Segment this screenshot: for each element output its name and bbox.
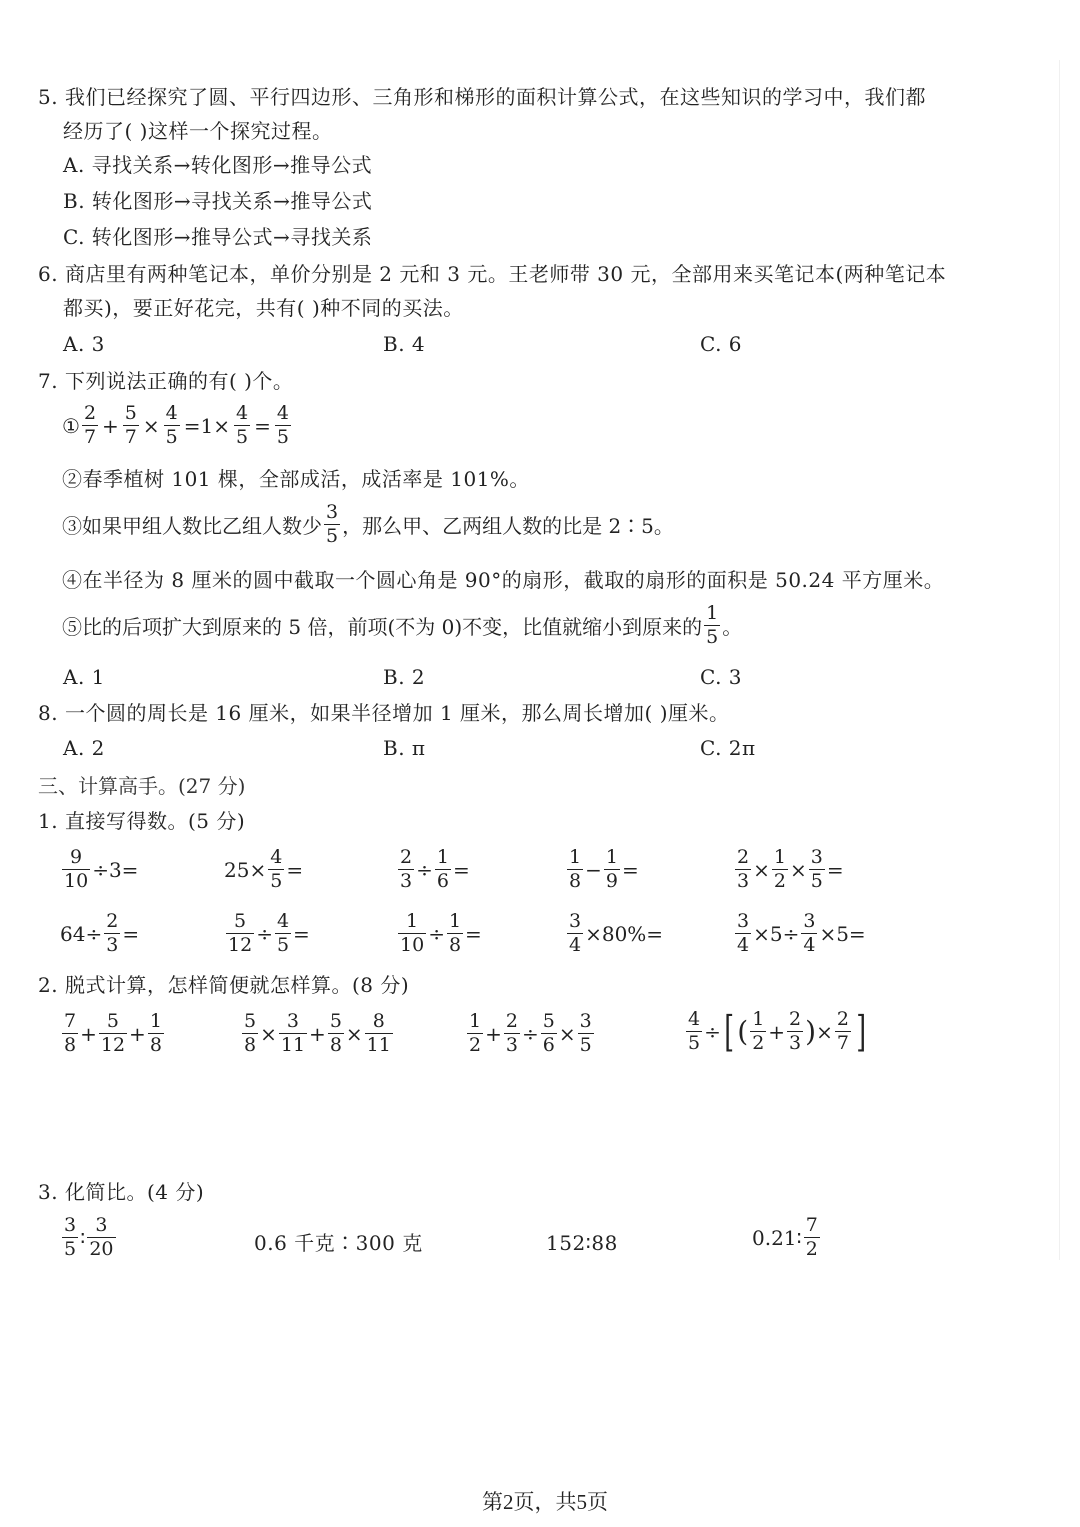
- q6-line2: 都买)，要正好花完，共有( )种不同的买法。: [63, 296, 464, 320]
- fraction: $\frac{4}{5}$: [276, 402, 289, 448]
- statement-3-text-before: ③如果甲组人数比乙组人数少: [62, 514, 322, 538]
- fraction: $\frac{9}{10}$: [64, 846, 89, 892]
- q7-statement-5: [62, 604, 742, 647]
- q7-option-a: A. 1: [63, 665, 105, 689]
- q5-line1: 5. 我们已经探究了圆、平行四边形、三角形和梯形的面积计算公式，在这些知识的学习中，我们都: [38, 85, 926, 109]
- fraction: $\frac{2}{7}$: [836, 1008, 849, 1054]
- q6-option-b: B. 4: [383, 332, 426, 356]
- fraction: $\frac{1}{2}$: [773, 846, 786, 892]
- ratio-simplify-1: 3 5 ∶ 3 20: [64, 1214, 114, 1260]
- q6-option-c: C. 6: [700, 332, 743, 356]
- ratio-simplify-2: 0.6 千克∶300 克: [254, 1231, 423, 1255]
- fraction: $\frac{4}{5}$: [236, 402, 249, 448]
- direct-calc-6: 64÷ $\frac{2}{3}$ =: [60, 910, 140, 956]
- fraction: $\frac{4}{5}$: [688, 1008, 701, 1054]
- fraction: $\frac{1}{8}$: [149, 1010, 162, 1056]
- q7-statement-3: [62, 503, 674, 546]
- fraction: $\frac{1}{10}$: [400, 910, 425, 956]
- q8-option-c: C. 2π: [700, 736, 756, 760]
- fraction: $\frac{2}{3}$: [400, 846, 413, 892]
- fraction: $\frac{8}{11}$: [366, 1010, 391, 1056]
- fraction: $\frac{5}{8}$: [329, 1010, 342, 1056]
- q7-line1: 7. 下列说法正确的有( )个。: [38, 369, 294, 393]
- q5-line2: 经历了( )这样一个探究过程。: [63, 119, 333, 143]
- fraction: $\frac{4}{5}$: [165, 402, 178, 448]
- fraction: $\frac{1}{6}$: [436, 846, 449, 892]
- stepwise-calc-1: 7 8 + $\frac{5}{12}$ + $\frac{1}{8}$: [64, 1010, 162, 1056]
- q7-statement-2: ②春季植树 101 棵，全部成活，成活率是 101%。: [62, 467, 530, 491]
- page-number: 第2页，共5页: [482, 1490, 608, 1514]
- part-3-title: 3. 化简比。(4 分): [38, 1180, 205, 1204]
- fraction: 3 5: [326, 501, 339, 547]
- fraction: $\frac{5}{12}$: [228, 910, 253, 956]
- q7-option-c: C. 3: [700, 665, 743, 689]
- fraction: $\frac{2}{3}$: [789, 1008, 802, 1054]
- direct-calc-7: $\frac{5}{12}$ ÷ $\frac{4}{5}$ =: [228, 910, 310, 956]
- fraction: $\frac{3}{5}$: [579, 1010, 592, 1056]
- q8-line1: 8. 一个圆的周长是 16 厘米，如果半径增加 1 厘米，那么周长增加( )厘米。: [38, 701, 730, 725]
- statement-1-marker: ①: [62, 413, 80, 438]
- fraction: $\frac{2}{3}$: [106, 910, 119, 956]
- section-3-title: 三、计算高手。(27 分): [38, 774, 246, 798]
- part-1-title: 1. 直接写得数。(5 分): [38, 809, 246, 833]
- fraction: $\frac{2}{3}$: [737, 846, 750, 892]
- statement-5-text-after: 。: [722, 615, 743, 639]
- fraction: $\frac{5}{8}$: [244, 1010, 257, 1056]
- statement-5-text-before: ⑤比的后项扩大到原来的 5 倍，前项(不为 0)不变，比值就缩小到原来的: [62, 615, 703, 639]
- ratio-simplify-3: 152∶88: [546, 1231, 618, 1255]
- stepwise-calc-3: 1 2 + $\frac{2}{3}$ ÷ $\frac{5}{6}$ × $\frac{3}{5}$: [469, 1010, 592, 1056]
- q8-option-a: A. 2: [63, 736, 105, 760]
- stepwise-calc-2: $\frac{5}{8}$ × $\frac{3}{11}$ + $\frac{5}{8}$ × $\frac{8}{11}$: [244, 1010, 391, 1056]
- q6-option-a: A. 3: [63, 332, 105, 356]
- ratio-4-left: 0.21∶: [752, 1225, 802, 1250]
- fraction: $\frac{5}{7}$: [124, 402, 137, 448]
- fraction: 7 2: [805, 1214, 818, 1260]
- q6-line1: 6. 商店里有两种笔记本，单价分别是 2 元和 3 元。王老师带 30 元，全部用来买笔记本(两种笔记本: [38, 262, 947, 286]
- fraction: $\frac{3}{4}$: [569, 910, 582, 956]
- fraction: 1 8: [569, 846, 582, 892]
- q7-statement-4: ④在半径为 8 厘米的圆中截取一个圆心角是 90°的扇形，截取的扇形的面积是 50.24 平方厘米。: [62, 568, 945, 592]
- direct-calc-2: 25× $\frac{4}{5}$ =: [224, 846, 304, 892]
- q7-statement-1: ① 2 7 + $\frac{5}{7}$ × $\frac{4}{5}$ =1× $\frac{4}{5}$ = $\frac{4}{5}$: [62, 402, 289, 448]
- fraction: 1 5: [706, 602, 719, 648]
- q5-option-a: A. 寻找关系→转化图形→推导公式: [63, 153, 373, 177]
- direct-calc-8: $\frac{1}{10}$ ÷ $\frac{1}{8}$ =: [400, 910, 482, 956]
- fraction: 1 2: [469, 1010, 482, 1056]
- direct-calc-1: $\frac{9}{10}$ ÷3=: [64, 846, 139, 892]
- q7-option-b: B. 2: [383, 665, 426, 689]
- fraction: 3 20: [89, 1214, 114, 1260]
- fraction: $\frac{3}{4}$: [737, 910, 750, 956]
- q8-option-b: B. π: [383, 736, 426, 760]
- fraction: $\frac{4}{5}$: [270, 846, 283, 892]
- direct-calc-4: 1 8 − $\frac{1}{9}$ =: [569, 846, 639, 892]
- fraction: 3 5: [64, 1214, 77, 1260]
- fraction: $\frac{5}{6}$: [542, 1010, 555, 1056]
- direct-calc-5: $\frac{2}{3}$ × $\frac{1}{2}$ × $\frac{3}{5}$ =: [737, 846, 844, 892]
- direct-calc-10: $\frac{3}{4}$ ×5÷ $\frac{3}{4}$ ×5=: [737, 910, 866, 956]
- fraction: 2 7: [83, 402, 97, 448]
- fraction: $\frac{3}{4}$: [803, 910, 816, 956]
- fraction: $\frac{4}{5}$: [276, 910, 290, 956]
- fraction: $\frac{3}{5}$: [810, 846, 823, 892]
- ratio-simplify-4: [752, 1216, 822, 1259]
- scan-edge: [1059, 60, 1060, 1260]
- statement-3-text-after: ，那么甲、乙两组人数的比是 2∶5。: [342, 514, 674, 538]
- fraction: $\frac{1}{9}$: [605, 846, 618, 892]
- fraction: $\frac{3}{11}$: [280, 1010, 306, 1056]
- fraction: $\frac{1}{8}$: [448, 910, 462, 956]
- fraction: 1 2: [752, 1008, 765, 1054]
- q5-option-b: B. 转化图形→寻找关系→推导公式: [63, 189, 373, 213]
- direct-calc-3: $\frac{2}{3}$ ÷ $\frac{1}{6}$ =: [400, 846, 470, 892]
- direct-calc-9: $\frac{3}{4}$ ×80%=: [569, 910, 664, 956]
- fraction: $\frac{2}{3}$: [505, 1010, 518, 1056]
- q5-option-c: C. 转化图形→推导公式→寻找关系: [63, 225, 373, 249]
- stepwise-calc-4: $\frac{4}{5}$ ÷ [ ( 1 2 + $\frac{2}{3}$ ) × $\frac{2}{7}$ ]: [688, 1006, 867, 1056]
- fraction: $\frac{5}{12}$: [100, 1010, 126, 1056]
- fraction: 7 8: [64, 1010, 77, 1056]
- part-2-title: 2. 脱式计算，怎样简便就怎样算。(8 分): [38, 973, 410, 997]
